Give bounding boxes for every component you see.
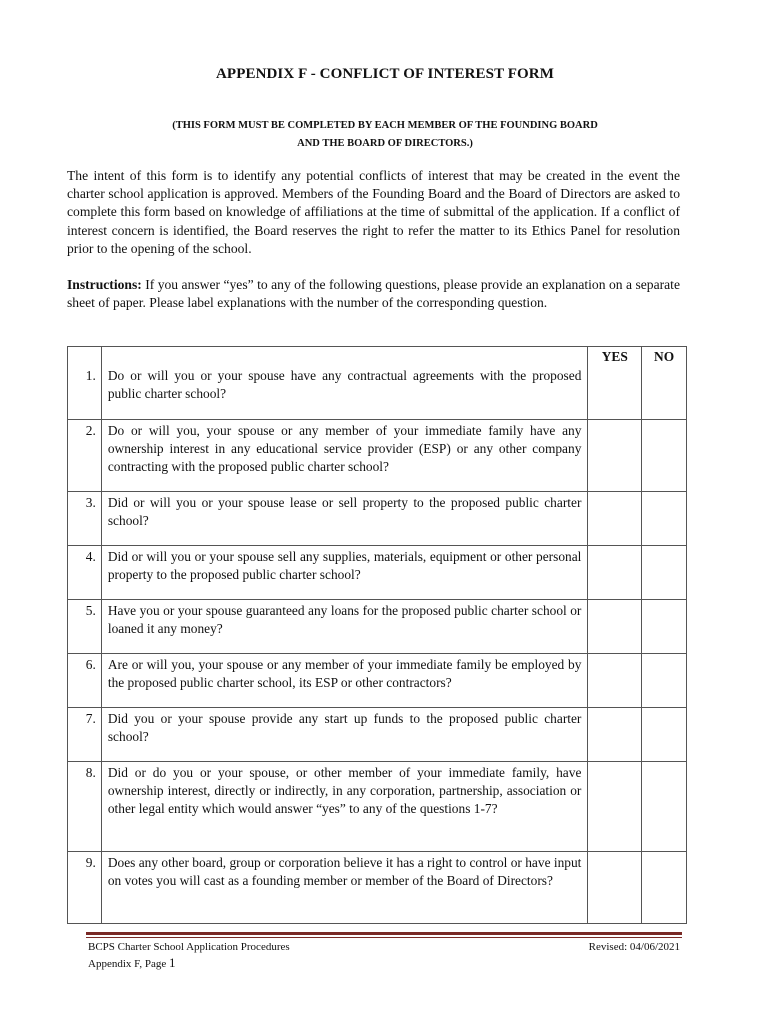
question-text: Did or will you or your spouse lease or sell property to the proposed public charter school? — [107, 494, 582, 528]
question-number: 3. — [85, 494, 96, 510]
instructions-label: Instructions: — [67, 277, 142, 292]
footer-divider-thick — [86, 932, 682, 935]
question-number: 8. — [85, 764, 96, 780]
table-row — [68, 419, 687, 491]
table-row — [68, 545, 687, 599]
no-answer-cell-6[interactable] — [642, 653, 687, 707]
question-text-cell — [101, 545, 588, 599]
yes-column-header: YES — [601, 348, 628, 364]
table-row — [68, 851, 687, 923]
form-subtitle — [100, 117, 670, 153]
question-number: 2. — [85, 422, 96, 438]
question-number: 1. — [85, 367, 96, 383]
yes-answer-cell-6[interactable] — [588, 653, 642, 707]
yes-answer-cell-1[interactable] — [588, 346, 642, 419]
question-text-cell — [101, 599, 588, 653]
intro-paragraph: The intent of this form is to identify any potential conflicts of interest that may be created in the event the charter school application is approved. Members of the Founding Board and the Board of Directors are asked to complete this form based on knowledge of affiliations at the time of submittal of the application. If a conflict of interest concern is identified, the Board reserves the right to refer the matter to its Ethics Panel for resolution prior to the opening of the school. — [67, 168, 680, 256]
question-text-cell — [101, 707, 588, 761]
yes-answer-cell-3[interactable] — [588, 491, 642, 545]
instructions-paragraph — [67, 276, 680, 312]
question-text: Do or will you or your spouse have any contractual agreements with the proposed public charter school? — [107, 367, 582, 401]
no-column-header: NO — [654, 348, 675, 364]
instructions-text: If you answer “yes” to any of the following questions, please provide an explanation on a separate sheet of paper. Please label explanations with the number of the corresponding question. — [67, 277, 680, 311]
question-number-cell — [68, 599, 102, 653]
yes-answer-cell-2[interactable] — [588, 419, 642, 491]
footer-page-number: 1 — [169, 955, 176, 970]
table-row — [68, 653, 687, 707]
question-number-cell — [68, 419, 102, 491]
question-text-cell — [101, 346, 588, 419]
yes-answer-cell-8[interactable] — [588, 761, 642, 851]
question-number: 9. — [85, 854, 96, 870]
no-answer-cell-7[interactable] — [642, 707, 687, 761]
no-answer-cell-1[interactable] — [642, 346, 687, 419]
question-text-cell — [101, 491, 588, 545]
question-text-cell — [101, 851, 588, 923]
table-row — [68, 346, 687, 419]
question-text: Do or will you, your spouse or any member of your immediate family have any ownership interest in any educational service provider (ESP) or any other company contracting with the proposed public charter school? — [107, 422, 582, 474]
question-text-cell — [101, 419, 588, 491]
footer-left — [88, 939, 290, 972]
question-number: 6. — [85, 656, 96, 672]
question-number-cell — [68, 851, 102, 923]
footer-document-name: BCPS Charter School Application Procedures — [88, 941, 290, 953]
question-text-cell — [101, 761, 588, 851]
yes-answer-cell-9[interactable] — [588, 851, 642, 923]
form-title: APPENDIX F - CONFLICT OF INTEREST FORM — [216, 66, 554, 82]
questions-table — [67, 346, 687, 924]
question-number-cell — [68, 707, 102, 761]
question-number-cell — [68, 653, 102, 707]
question-text: Are or will you, your spouse or any member of your immediate family be employed by the proposed public charter school, its ESP or other contractors? — [107, 656, 582, 690]
yes-answer-cell-5[interactable] — [588, 599, 642, 653]
question-text: Did you or your spouse provide any start up funds to the proposed public charter school? — [107, 710, 582, 744]
table-row — [68, 599, 687, 653]
footer-page-prefix: Appendix F, Page — [88, 958, 170, 970]
question-number-cell — [68, 346, 102, 419]
table-row — [68, 491, 687, 545]
no-answer-cell-5[interactable] — [642, 599, 687, 653]
question-text: Have you or your spouse guaranteed any loans for the proposed public charter school or loaned it any money? — [107, 602, 582, 636]
no-answer-cell-4[interactable] — [642, 545, 687, 599]
no-answer-cell-8[interactable] — [642, 761, 687, 851]
footer-page-label — [88, 955, 290, 972]
subtitle-line-1: (THIS FORM MUST BE COMPLETED BY EACH MEMBER OF THE FOUNDING BOARD — [172, 120, 598, 131]
no-answer-cell-9[interactable] — [642, 851, 687, 923]
question-text: Did or will you or your spouse sell any supplies, materials, equipment or other personal property to the proposed public charter school? — [107, 548, 582, 582]
question-number: 4. — [85, 548, 96, 564]
question-number: 7. — [85, 710, 96, 726]
question-text-cell — [101, 653, 588, 707]
yes-answer-cell-4[interactable] — [588, 545, 642, 599]
table-row — [68, 707, 687, 761]
no-answer-cell-2[interactable] — [642, 419, 687, 491]
no-answer-cell-3[interactable] — [642, 491, 687, 545]
question-number-cell — [68, 491, 102, 545]
table-row — [68, 761, 687, 851]
question-number: 5. — [85, 602, 96, 618]
question-number-cell — [68, 545, 102, 599]
footer-revised-date: Revised: 04/06/2021 — [588, 941, 680, 953]
question-text: Does any other board, group or corporation believe it has a right to control or have input on votes you will cast as a founding member or member of the Board of Directors? — [107, 854, 582, 888]
question-text: Did or do you or your spouse, or other member of your immediate family, have ownership interest, directly or indirectly, in any corporation, partnership, association or other legal entity which would answer “yes” to any of the questions 1-7? — [107, 764, 582, 816]
footer-divider-thin — [86, 937, 682, 938]
question-number-cell — [68, 761, 102, 851]
yes-answer-cell-7[interactable] — [588, 707, 642, 761]
subtitle-line-2: AND THE BOARD OF DIRECTORS.) — [297, 138, 473, 149]
